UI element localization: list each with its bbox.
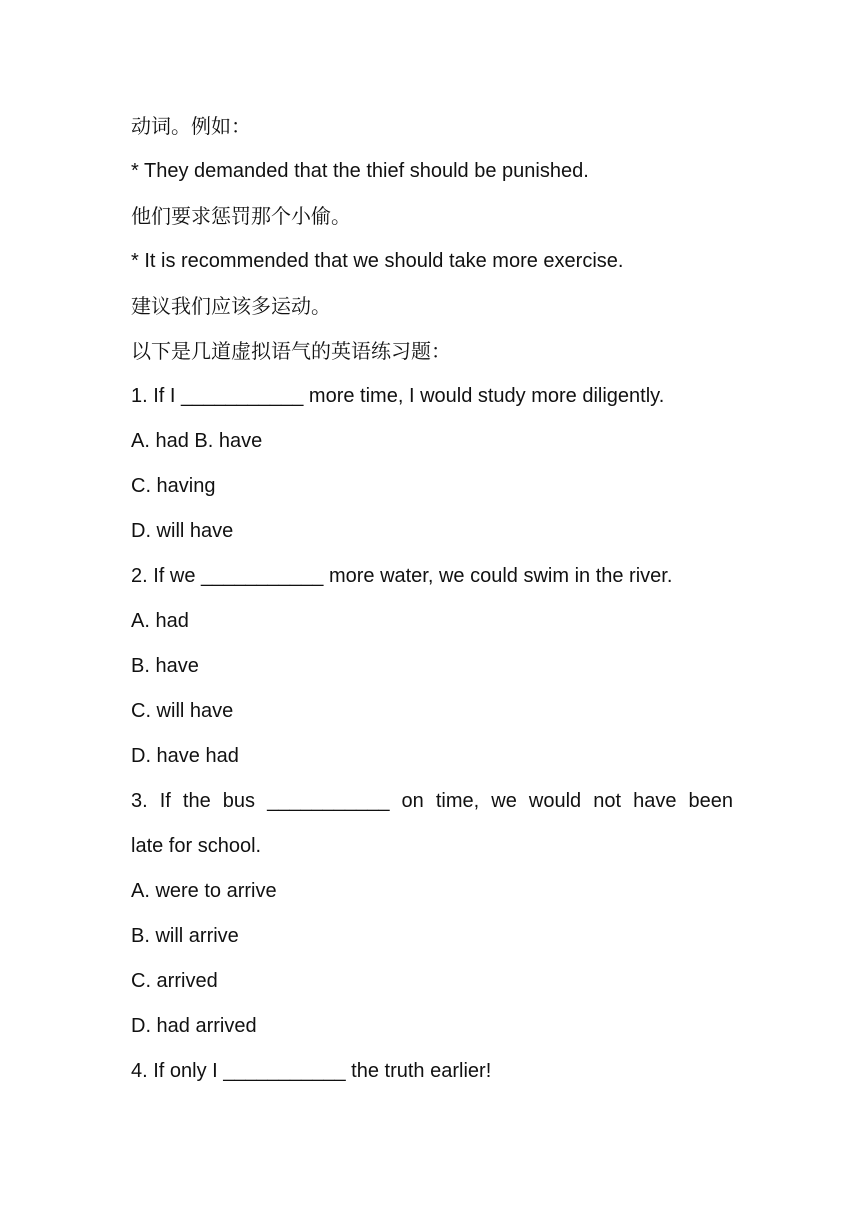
question-3-line-2: late for school. xyxy=(131,835,262,857)
question-2-option-d: D. have had xyxy=(131,745,239,767)
question-2-option-c: C. will have xyxy=(131,700,234,722)
question-1: 1. If I ___________ more time, I would study more diligently. xyxy=(131,385,665,407)
example-translation-2: 建议我们应该多运动。 xyxy=(131,294,331,318)
example-sentence-1: * They demanded that the thief should be punished. xyxy=(131,160,589,182)
question-3-option-b: B. will arrive xyxy=(131,925,239,947)
question-1-options-ab: A. had B. have xyxy=(131,430,263,452)
question-3-option-c: C. arrived xyxy=(131,970,218,992)
example-translation-1: 他们要求惩罚那个小偷。 xyxy=(131,204,351,228)
question-2-option-b: B. have xyxy=(131,655,199,677)
question-3-option-d: D. had arrived xyxy=(131,1015,257,1037)
question-4: 4. If only I ___________ the truth earlier! xyxy=(131,1060,492,1082)
page-content xyxy=(131,104,733,1094)
question-1-option-c: C. having xyxy=(131,475,216,497)
text-line-verb-intro: 动词。例如： xyxy=(131,114,251,138)
exercise-intro: 以下是几道虚拟语气的英语练习题： xyxy=(131,339,451,363)
question-1-option-d: D. will have xyxy=(131,520,234,542)
question-3-option-a: A. were to arrive xyxy=(131,880,277,902)
question-2: 2. If we ___________ more water, we could swim in the river. xyxy=(131,565,673,587)
question-2-option-a: A. had xyxy=(131,610,189,632)
example-sentence-2: * It is recommended that we should take more exercise. xyxy=(131,250,624,272)
question-3-line-1: 3. If the bus ___________ on time, we would not have been xyxy=(131,790,733,812)
